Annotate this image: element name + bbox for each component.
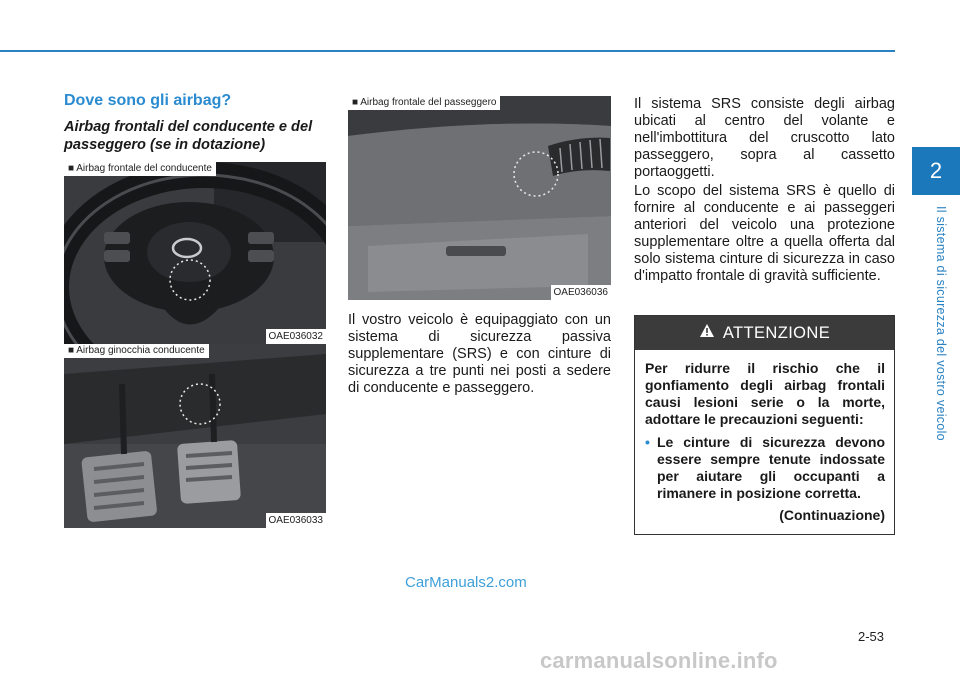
srs-paragraph-2: Lo scopo del sistema SRS è quello di fornire al conducente e ai passeggeri anteriori del veicolo una protezione supplementare oltre a quella offerta dal solo sistema cinture di sicurezza in caso d'impatto frontale di gravità sufficiente. — [634, 183, 895, 284]
warning-box — [634, 315, 895, 535]
figure-label: ■ Airbag ginocchia conducente — [64, 344, 209, 358]
warning-lead: Per ridurre il rischio che il gonfiamento degli airbag frontali causi lesioni serie o la morte, adottare le precauzioni seguenti: — [645, 360, 885, 427]
chapter-title: Il sistema di sicurezza del vostro veicolo — [934, 206, 948, 441]
bullet-dot-icon: • — [645, 434, 650, 450]
section-title: Dove sono gli airbag? — [64, 92, 232, 109]
chapter-tab: 2 — [912, 147, 960, 195]
srs-paragraph-1: Il sistema SRS consiste degli airbag ubicati al centro del volante e nell'imbottitura del cruscotto lato passeggero, sopra al cassetto portaoggetti. — [634, 96, 895, 180]
header-rule — [0, 50, 895, 52]
warning-continued: (Continuazione) — [779, 507, 885, 523]
figure-label: ■ Airbag frontale del passeggero — [348, 96, 500, 110]
footer-site-watermark: carmanualsonline.info — [540, 648, 778, 673]
warning-title: ATTENZIONE — [722, 323, 831, 342]
figure-knee-airbag — [64, 344, 326, 528]
warning-bullet-text: Le cinture di sicurezza devono essere sempre tenute indossate per aiutare gli occupanti a rimanere in posizione corretta. — [657, 434, 885, 501]
warning-triangle-icon — [699, 323, 715, 343]
warning-header — [635, 316, 894, 350]
watermark-link[interactable]: CarManuals2.com — [405, 574, 527, 591]
figure-code: OAE036032 — [266, 329, 327, 344]
pedals-illustration — [64, 344, 326, 528]
section-subtitle: Airbag frontali del conducente e del passeggero (se in dotazione) — [64, 119, 313, 153]
steering-wheel-illustration — [64, 162, 326, 344]
figure-passenger-airbag — [348, 96, 611, 300]
intro-paragraph: Il vostro veicolo è equipaggiato con un sistema di sicurezza passiva supplementare (SRS) e con cinture di sicurezza a tre punti nei posti a sedere di conducente e passeggero. — [348, 312, 611, 396]
figure-label: ■ Airbag frontale del conducente — [64, 162, 216, 176]
dashboard-illustration — [348, 96, 611, 300]
figure-driver-airbag — [64, 162, 326, 344]
figure-code: OAE036033 — [266, 513, 327, 528]
page-number: 2-53 — [858, 629, 885, 644]
figure-code: OAE036036 — [551, 285, 612, 300]
warning-bullet — [645, 434, 885, 502]
